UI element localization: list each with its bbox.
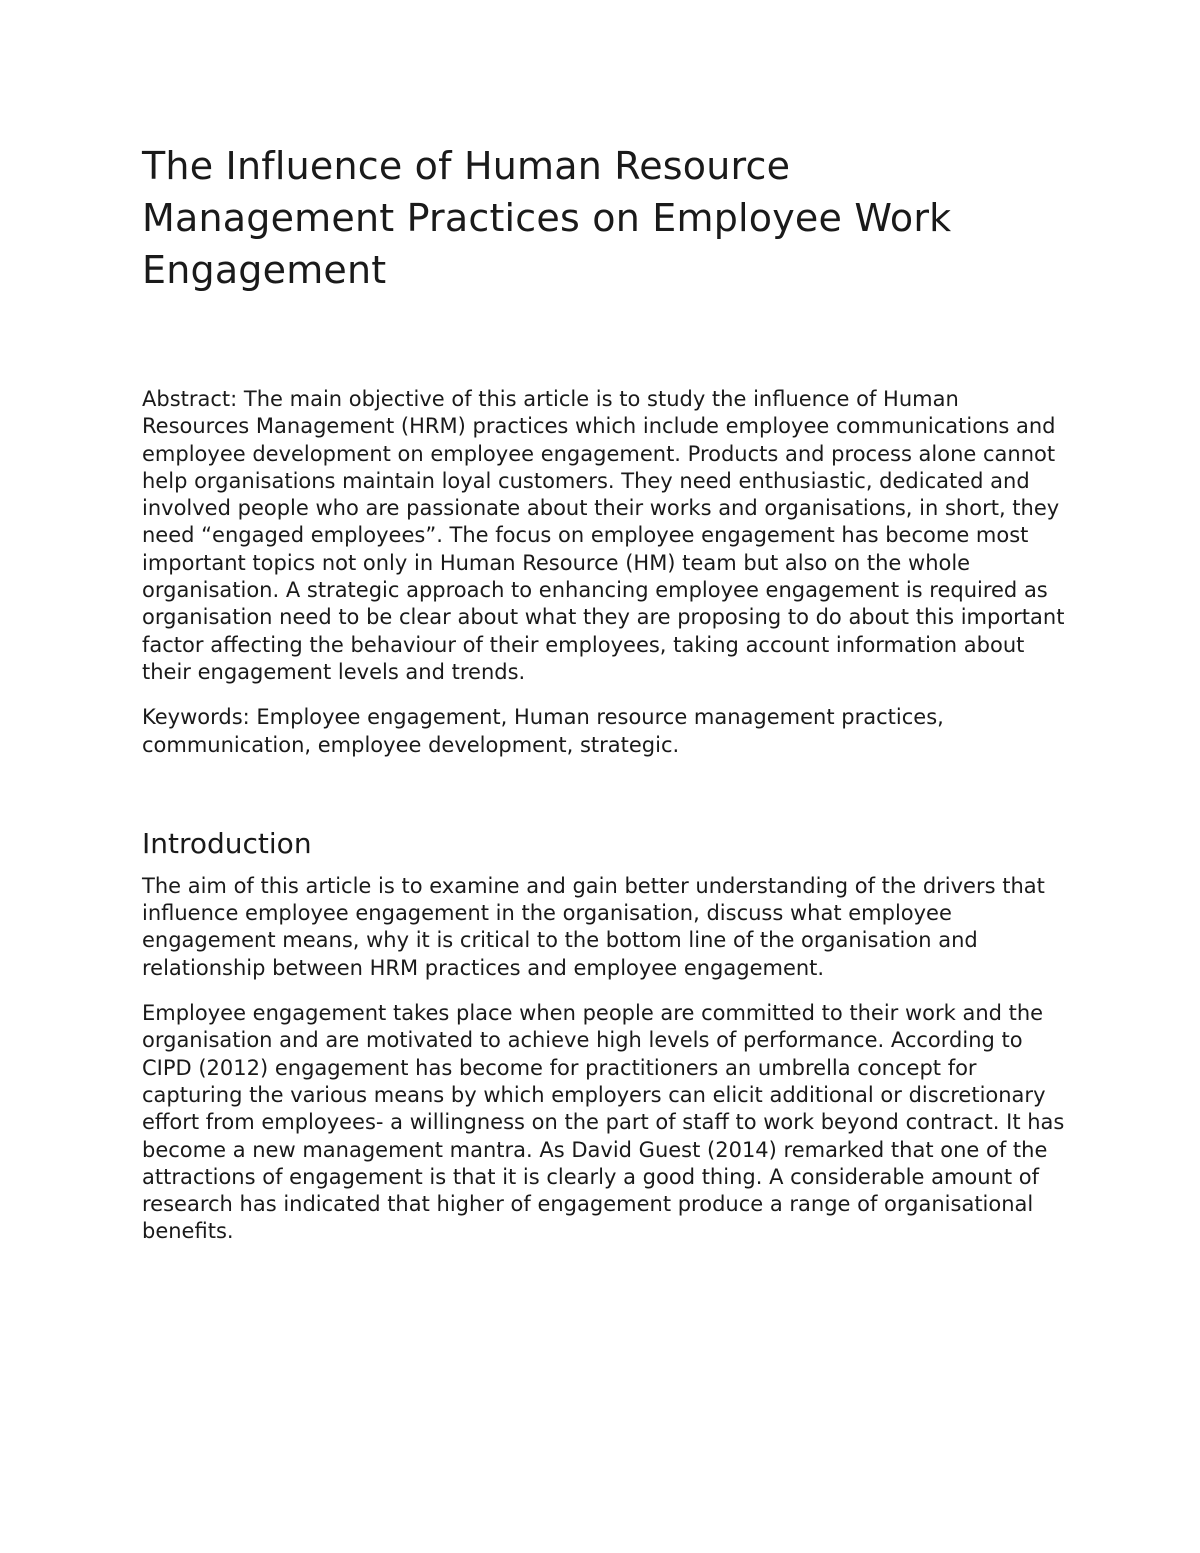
keywords-paragraph: Keywords: Employee engagement, Human resource management practices, communication, employee development, strategic.: [142, 705, 944, 757]
title-line-2: Management Practices on Employee Work: [142, 196, 952, 240]
document-title: [142, 140, 1072, 296]
title-line-1: The Influence of Human Resource: [142, 144, 791, 188]
introduction-paragraph-2: Employee engagement takes place when people are committed to their work and the organisation and are motivated to achieve high levels of performance. According to CIPD (2012) engagement has become for practitioners an umbrella concept for capturing the various means by which employers can elicit additional or discretionary effort from employees- a willingness on the part of staff to work beyond contract. It has become a new management mantra. As David Guest (2014) remarked that one of the attractions of engagement is that it is clearly a good thing. A considerable amount of research has indicated that higher of engagement produce a range of organisational benefits.: [142, 1001, 1065, 1244]
introduction-heading: Introduction: [142, 826, 312, 860]
introduction-paragraph-1: The aim of this article is to examine and gain better understanding of the drivers that influence employee engagement in the organisation, discuss what employee engagement means, why it is critical to the bottom line of the organisation and relationship between HRM practices and employee engagement.: [142, 873, 1045, 980]
title-line-3: Engagement: [142, 248, 387, 292]
document-page: [142, 140, 1072, 1246]
abstract-paragraph: Abstract: The main objective of this article is to study the influence of Human Resources Management (HRM) practices which include employee communications and employee development on employee engagement. Products and process alone cannot help organisations maintain loyal customers. They need enthusiastic, dedicated and involved people who are passionate about their works and organisations, in short, they need “engaged employees”. The focus on employee engagement has become most important topics not only in Human Resource (HM) team but also on the whole organisation. A strategic approach to enhancing employee engagement is required as organisation need to be clear about what they are proposing to do about this important factor affecting the behaviour of their employees, taking account information about their engagement levels and trends.: [142, 387, 1065, 684]
